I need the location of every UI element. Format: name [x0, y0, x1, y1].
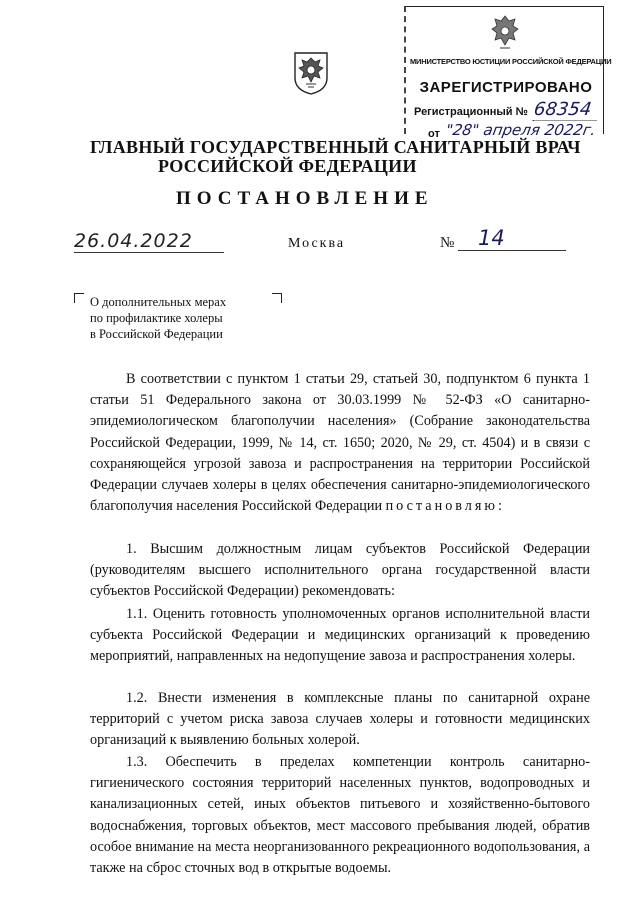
preamble-paragraph: [90, 369, 590, 517]
stamp-emblem-icon: [490, 13, 520, 53]
document-number-label: №: [440, 235, 455, 251]
clause-1-1: [90, 604, 590, 668]
clause-1-3-text: 1.3. Обеспечить в пределах компетенции контроль санитарно-гигиенического состояния территорий населенных пунктов, водопроводных и канализационных сетей, иных объектов питьевого и хозяйственно-бытового водоснабжения, торговых объектов, мест массового пребывания людей, обратив особое внимание на места неорганизованного рекреационного водопользования, а также на сброс сточных вод в открытые водоемы.: [90, 754, 590, 877]
stamp-number-label: Регистрационный №: [414, 106, 528, 118]
clause-1-1-text: 1.1. Оценить готовность уполномоченных органов исполнительной власти субъекта Российской Федерации и медицинских организаций к проведению мероприятий, направленных на недопущение завоза и распространения холеры.: [90, 606, 590, 665]
subject-line: в Российской Федерации: [90, 327, 223, 341]
clause-1-2-text: 1.2. Внести изменения в комплексные планы по санитарной охране территорий с учетом риска завоза случаев холеры и готовности медицинских организаций к выявлению больных холерой.: [90, 690, 590, 749]
stamp-date-label: от: [428, 128, 440, 140]
document-city: Москва: [288, 236, 346, 251]
stamp-registration-date: "28" апреля 2022г.: [444, 121, 598, 139]
document-type-heading: ПОСТАНОВЛЕНИЕ: [176, 188, 434, 209]
decree-word: постановляю:: [385, 498, 505, 515]
registration-stamp: [404, 6, 612, 140]
document-date: 26.04.2022: [74, 230, 224, 253]
issuer-title-line2: РОССИЙСКОЙ ФЕДЕРАЦИИ: [158, 156, 417, 176]
subject-line: по профилактике холеры: [90, 311, 223, 325]
clause-1-2: [90, 688, 590, 752]
clause-1-text: 1. Высшим должностным лицам субъектов Российской Федерации (руководителям высшего исполнительного органа государственной власти субъектов Российской Федерации) рекомендовать:: [90, 541, 590, 600]
clause-1: [90, 539, 590, 603]
subject-bracket-left: [74, 293, 84, 303]
stamp-ministry-name: МИНИСТЕРСТВО ЮСТИЦИИ РОССИЙСКОЙ ФЕДЕРАЦИИ: [410, 57, 612, 66]
issuer-title-line1: ГЛАВНЫЙ ГОСУДАРСТВЕННЫЙ САНИТАРНЫЙ ВРАЧ: [90, 137, 581, 157]
clause-1-3: [90, 752, 590, 879]
document-subject: [90, 294, 270, 342]
subject-line: О дополнительных мерах: [90, 295, 227, 309]
subject-bracket-right: [272, 293, 282, 303]
stamp-registration-number: 68354: [532, 99, 599, 121]
coat-of-arms-emblem: [292, 50, 330, 96]
document-number: 14: [458, 226, 566, 251]
stamp-registered-label: ЗАРЕГИСТРИРОВАНО: [419, 79, 593, 96]
preamble-text: В соответствии с пунктом 1 статьи 29, статьей 30, подпунктом 6 пункта 1 статьи 51 Федерального закона от 30.03.1999 № 52-ФЗ «О санитарно-эпидемиологическом благополучии населения» (Собрание законодательства Российской Федерации, 1999, № 14, ст. 1650; 2020, № 29, ст. 4504) и в связи с сохраняющейся угрозой завоза и распространения на территории Российской Федерации случаев холеры в целях обеспечения санитарно-эпидемиологического благополучия населения Российской Федерации: [90, 371, 590, 515]
